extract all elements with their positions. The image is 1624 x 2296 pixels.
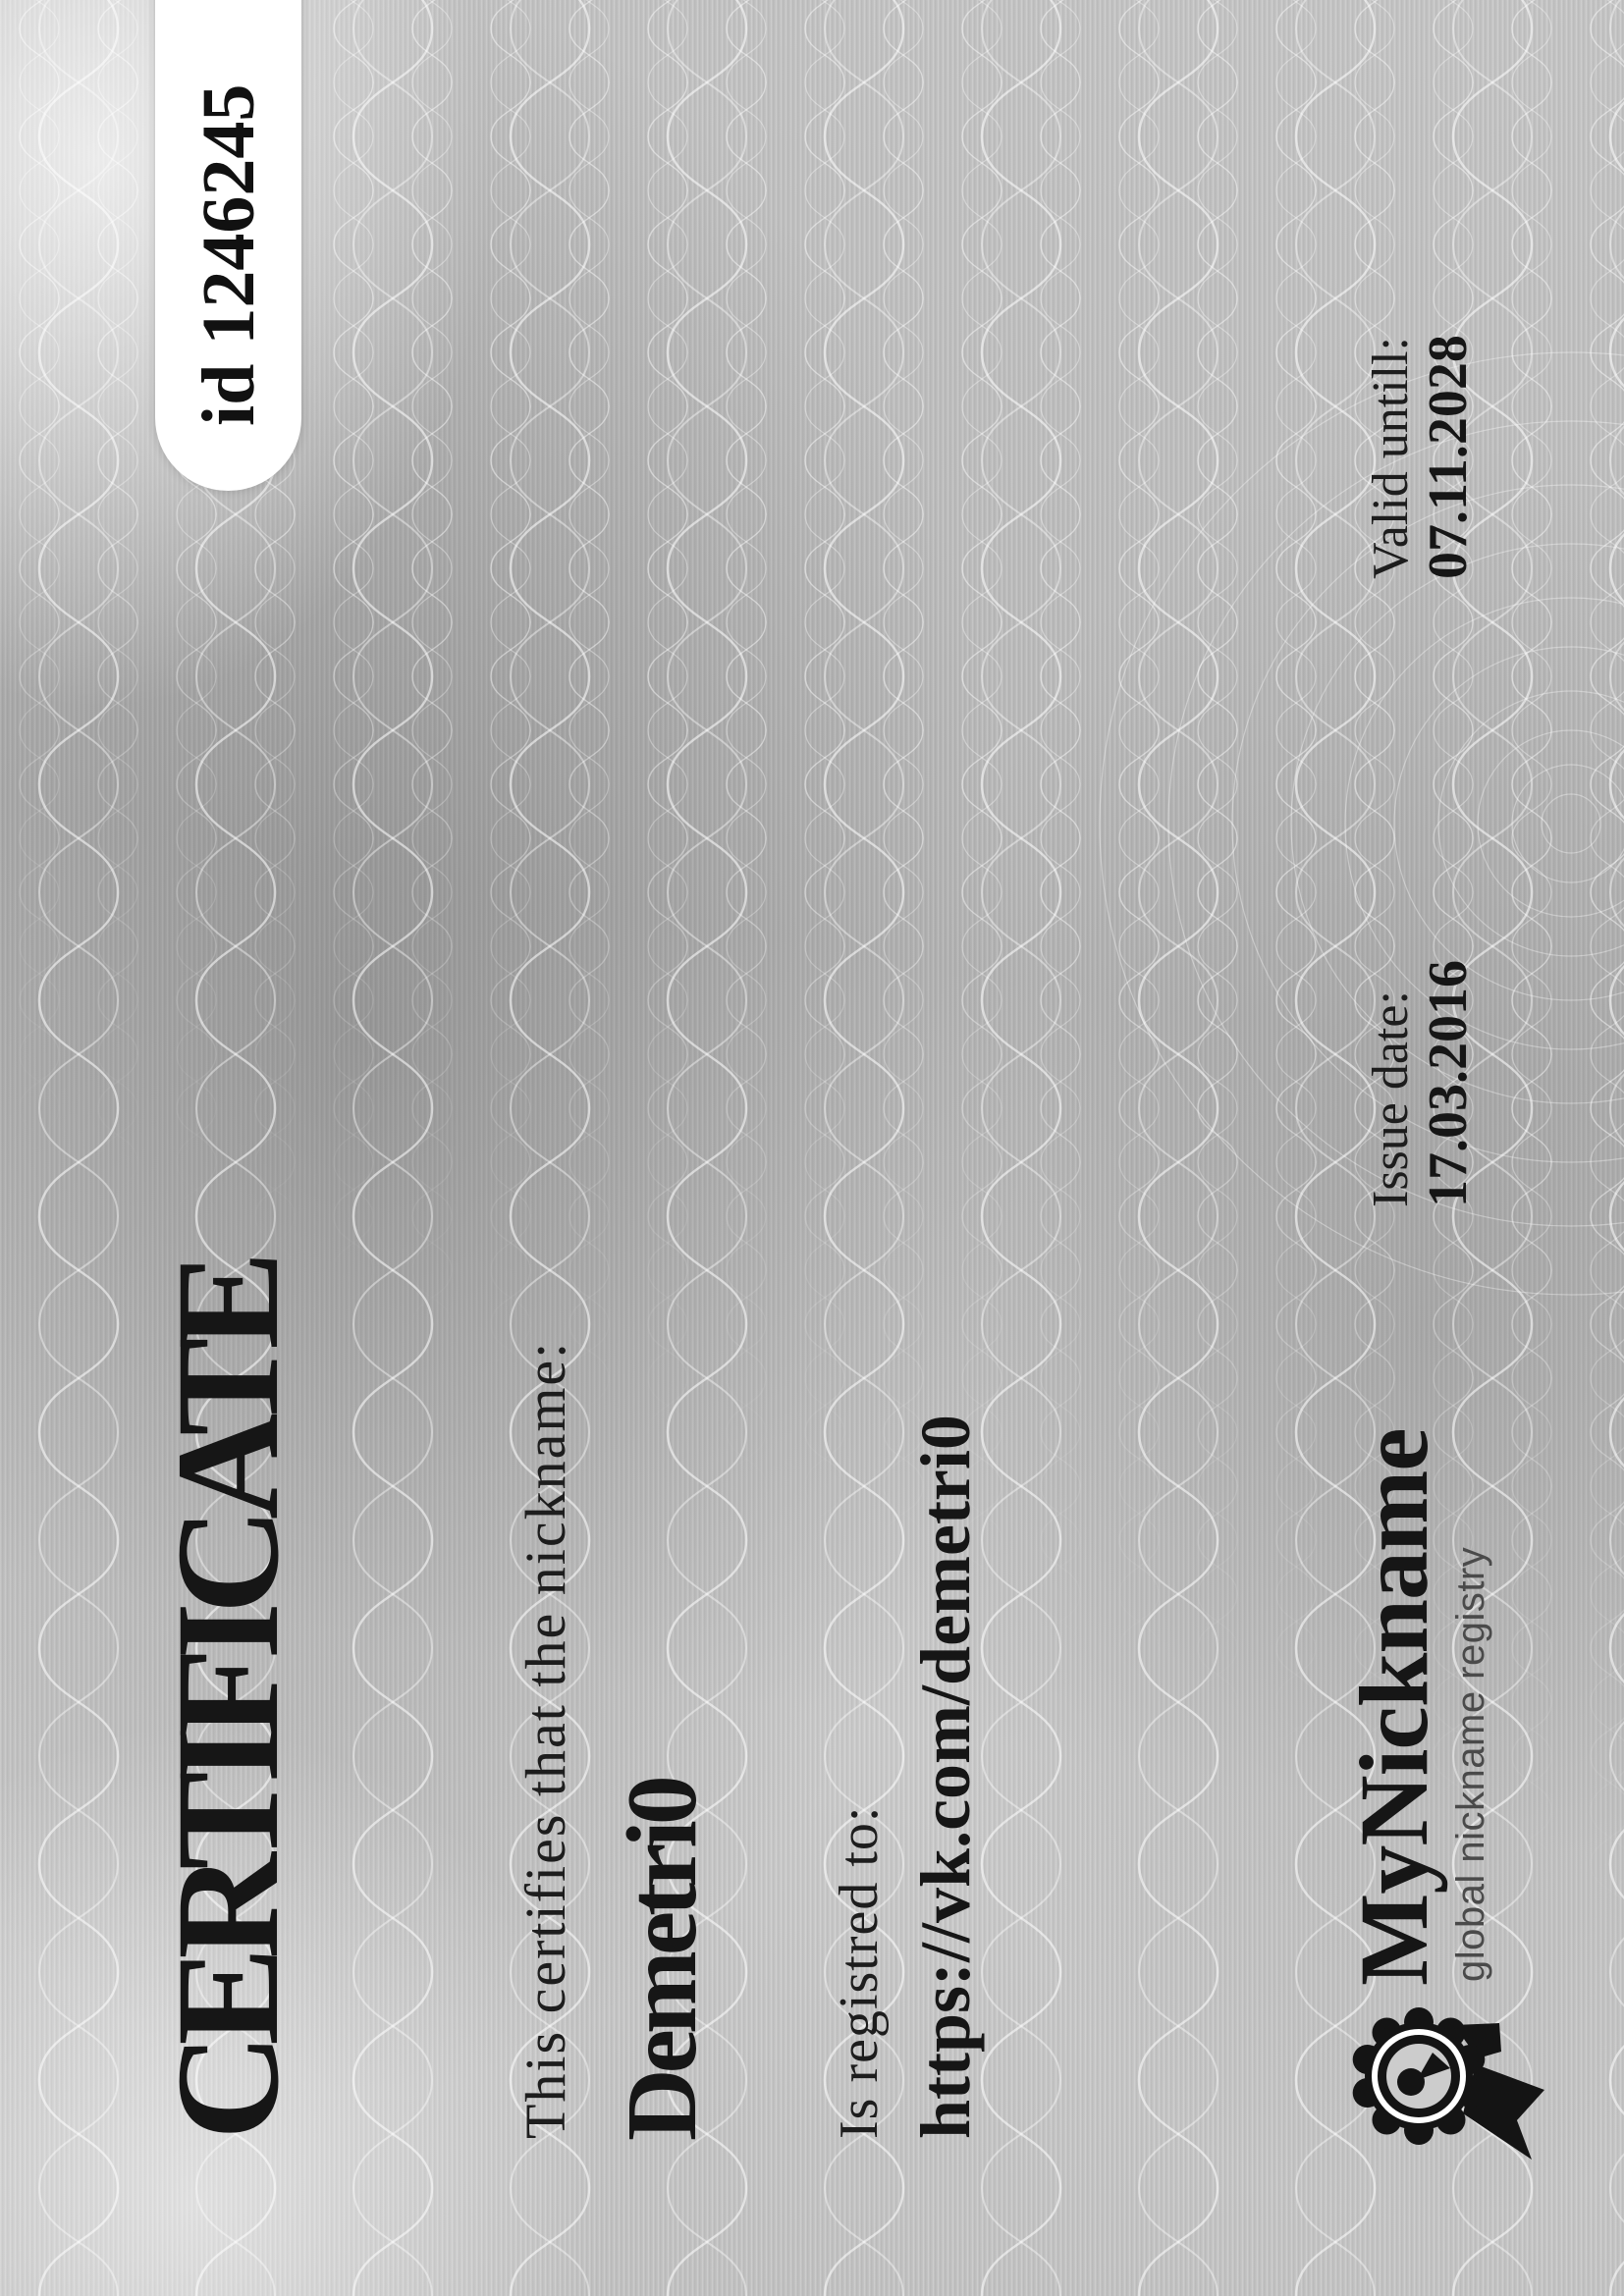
certify-line: This certifies that the nickname: (514, 1340, 577, 2139)
brand-tagline: global nickname registry (1449, 1546, 1492, 1982)
issue-date-label: Issue date: (1363, 990, 1419, 1207)
certificate-id-badge (155, 0, 301, 491)
brand-name: MyNickname (1339, 1428, 1448, 1986)
seal-ribbon-left (1463, 2064, 1544, 2160)
certificate-id-text: id 1246245 (187, 83, 270, 426)
issue-date-value: 17.03.2016 (1418, 960, 1479, 1207)
registered-to-line: Is registred to: (829, 1805, 890, 2139)
valid-until-label: Valid untill: (1363, 337, 1419, 579)
nickname-value: Demetri0 (607, 1780, 718, 2141)
valid-until-value: 07.11.2028 (1418, 335, 1479, 579)
profile-url: https://vk.com/demetri0 (906, 1415, 985, 2139)
certificate-title: CERTIFICATE (146, 1262, 309, 2140)
award-rosette-seal-icon (1330, 1958, 1586, 2174)
